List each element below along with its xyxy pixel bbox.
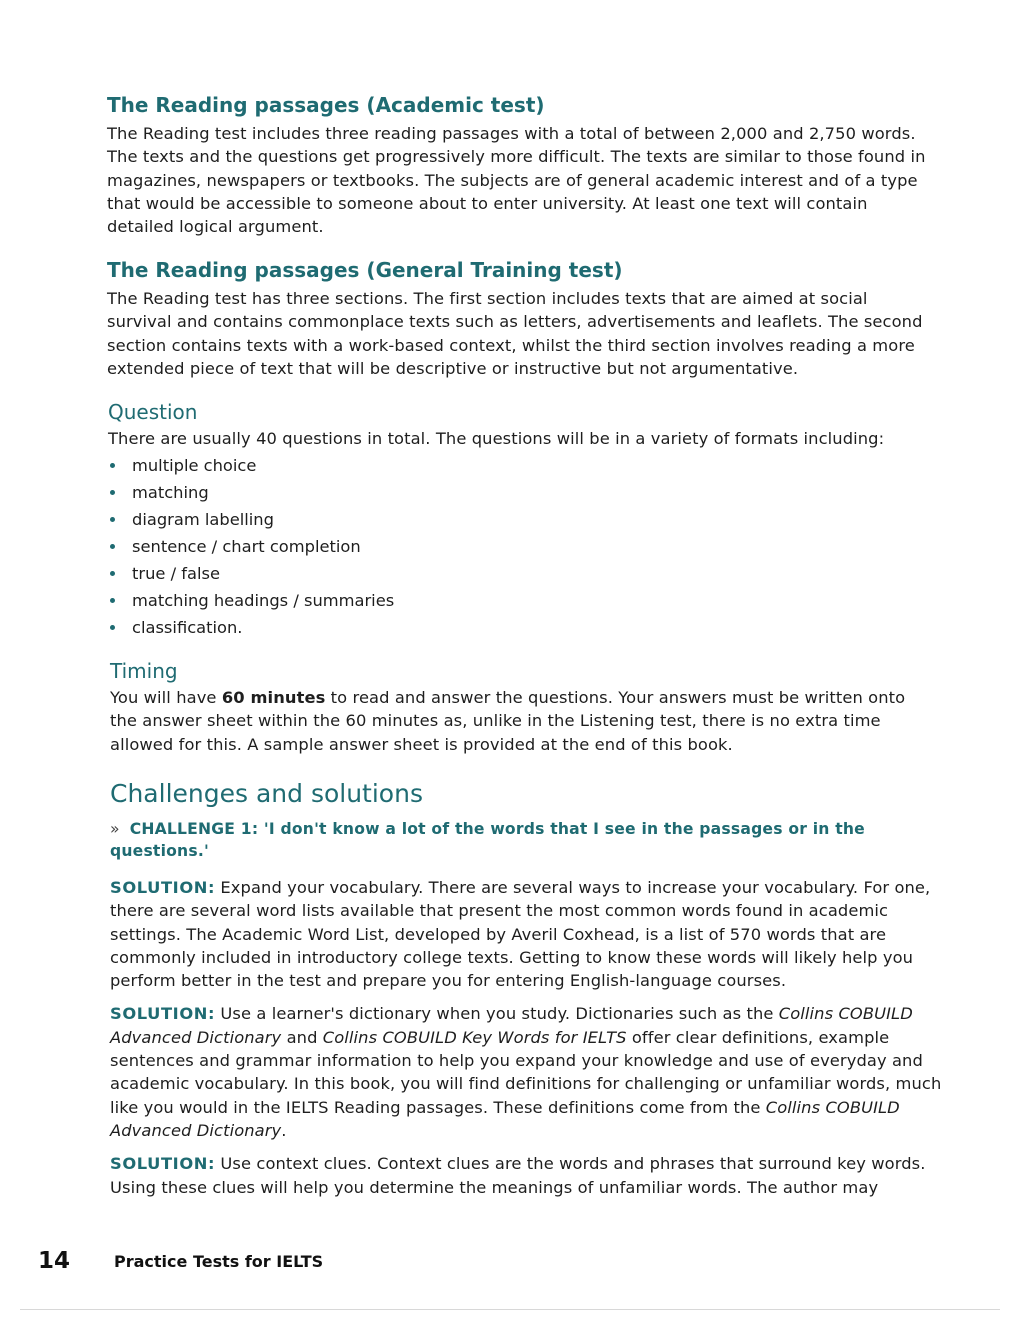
bullet-icon <box>110 517 115 522</box>
section-academic <box>107 92 927 238</box>
list-item: matching headings / summaries <box>108 587 928 614</box>
book-title: Practice Tests for IELTS <box>114 1252 324 1271</box>
paragraph-general: The Reading test has three sections. The first section includes texts that are aimed at social survival and contains commonplace texts such as letters, advertisements and leaflets. The second section contains texts with a work-based context, whilst the third section involves reading a more extended piece of text that will be descriptive or instructive but not argumentative. <box>107 289 923 378</box>
footer-divider <box>20 1309 1000 1310</box>
solution-2: SOLUTION: Use a learner's dictionary when you study. Dictionaries such as the Collins COBUILD Advanced Dictionary and Collins COBUILD Key Words for IELTS offer clear definitions, example sentences and grammar information to help you expand your knowledge and use of everyday and academic vocabulary. In this book, you will find definitions for challenging or unfamiliar words, much like you would in the IELTS Reading passages. These definitions come from the Collins COBUILD Advanced Dictionary. <box>110 1004 942 1140</box>
bullet-icon <box>110 625 115 630</box>
page-number: 14 <box>38 1248 71 1274</box>
bullet-icon <box>110 490 115 495</box>
chevron-right-icon: » <box>110 820 120 838</box>
solution-3: SOLUTION: Use context clues. Context clues are the words and phrases that surround key words. Using these clues will help you determine the meanings of unfamiliar words. The author may <box>110 1154 926 1197</box>
bullet-icon <box>110 598 115 603</box>
bullet-icon <box>110 544 115 549</box>
section-question <box>108 399 928 641</box>
section-challenges <box>110 778 942 1199</box>
question-format-list <box>108 452 928 641</box>
heading-timing: Timing <box>110 659 178 683</box>
heading-question: Question <box>108 400 198 424</box>
paragraph-timing: You will have 60 minutes to read and answer the questions. Your answers must be written onto the answer sheet within the 60 minutes as, unlike in the Listening test, there is no extra time allowed for this. A sample answer sheet is provided at the end of this book. <box>110 688 906 754</box>
challenge-1: » CHALLENGE 1: 'I don't know a lot of the words that I see in the passages or in the questions.' <box>110 820 865 860</box>
heading-academic: The Reading passages (Academic test) <box>107 93 545 117</box>
list-item: true / false <box>108 560 928 587</box>
list-item: matching <box>108 479 928 506</box>
list-item: classification. <box>108 614 928 641</box>
heading-general: The Reading passages (General Training test) <box>107 258 623 282</box>
list-item: multiple choice <box>108 452 928 479</box>
bullet-icon <box>110 463 115 468</box>
bullet-icon <box>110 571 115 576</box>
list-item: sentence / chart completion <box>108 533 928 560</box>
solution-1: SOLUTION: Expand your vocabulary. There are several ways to increase your vocabulary. For one, there are several word lists available that present the most common words found in academic settings. The Academic Word List, developed by Averil Coxhead, is a list of 570 words that are commonly included in introductory college texts. Getting to know these words will likely help you perform better in the test and prepare you for entering English-language courses. <box>110 878 931 991</box>
list-item: diagram labelling <box>108 506 928 533</box>
section-timing <box>110 658 925 756</box>
question-intro: There are usually 40 questions in total. The questions will be in a variety of formats including: <box>108 429 885 448</box>
section-general <box>107 257 927 380</box>
heading-challenges: Challenges and solutions <box>110 779 423 808</box>
paragraph-academic: The Reading test includes three reading passages with a total of between 2,000 and 2,750 words. The texts and the questions get progressively more difficult. The texts are similar to those found in magazines, newspapers or textbooks. The subjects are of general academic interest and of a type that would be accessible to someone about to enter university. At least one text will contain detailed logical argument. <box>107 124 926 237</box>
